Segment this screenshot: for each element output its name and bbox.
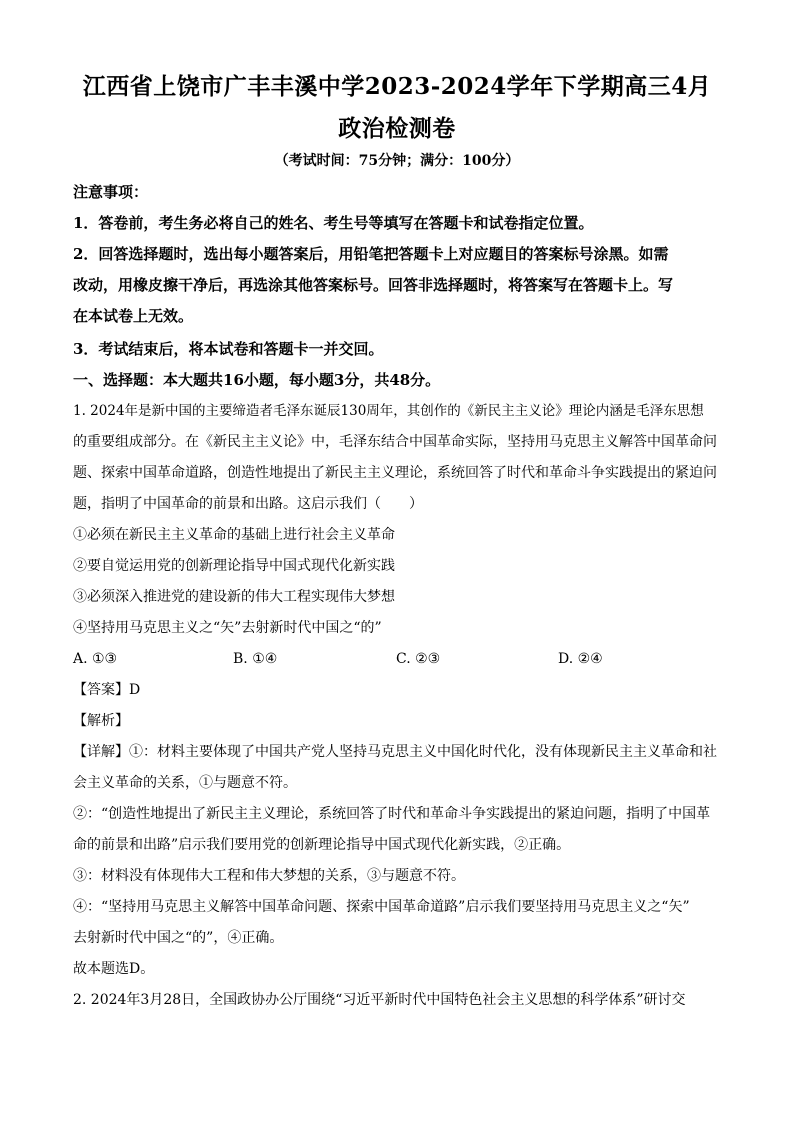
detail-line: ②：“创造性地提出了新民主主义理论，系统回答了时代和革命斗争实践提出的紧迫问题，指明了中国革 [73,806,711,822]
option-d: D. ②④ [558,651,603,667]
option-c: C. ②③ [396,651,441,667]
question-stem-line: 题，指明了中国革命的前景和出路。这启示我们（ ） [73,496,423,512]
answer-label: 【答案】D [73,682,141,698]
question-item: ①必须在新民主主义革命的基础上进行社会主义革命 [73,527,395,543]
question-item: ④坚持用马克思主义之“矢”去射新时代中国之“的” [73,620,382,636]
notice-line: 3．考试结束后，将本试卷和答题卡一并交回。 [73,340,384,358]
question-stem-line: 题、探索中国革命道路，创造性地提出了新民主主义理论，系统回答了时代和革命斗争实践提出的紧迫问 [73,465,717,481]
detail-line: 去射新时代中国之“的”，④正确。 [73,930,284,946]
notice-line: 1．答卷前，考生务必将自己的姓名、考生号等填写在答题卡和试卷指定位置。 [73,214,594,232]
notice-heading: 注意事项： [73,183,149,201]
notice-line: 在本试卷上无效。 [73,307,194,325]
exam-title-line1: 江西省上饶市广丰丰溪中学2023-2024学年下学期高三4月 [82,73,712,100]
option-b: B. ①④ [233,651,278,667]
question-stem-line: 2. 2024年3月28日，全国政协办公厅围绕“习近平新时代中国特色社会主义思想的科学体系”研讨交 [73,992,686,1008]
analysis-label: 【解析】 [73,713,129,729]
detail-line: ④：“坚持用马克思主义解答中国革命问题、探索中国革命道路”启示我们要坚持用马克思主义之“矢” [73,899,690,915]
detail-line: 故本题选D。 [73,961,155,977]
option-a: A. ①③ [73,651,118,667]
notice-line: 改动，用橡皮擦干净后，再选涂其他答案标号。回答非选择题时，将答案写在答题卡上。写 [73,276,674,294]
question-stem-line: 1. 2024年是新中国的主要缔造者毛泽东诞辰130周年，其创作的《新民主主义论》理论内涵是毛泽东思想 [73,403,704,419]
detail-line: 会主义革命的关系，①与题意不符。 [73,775,297,791]
exam-title-line2: 政治检测卷 [338,115,456,142]
question-item: ③必须深入推进党的建设新的伟大工程实现伟大梦想 [73,589,395,605]
question-stem-line: 的重要组成部分。在《新民主主义论》中，毛泽东结合中国革命实际，坚持用马克思主义解答中国革命问 [73,434,717,450]
exam-subtitle: （考试时间：75分钟；满分：100分） [274,153,520,169]
detail-line: ③：材料没有体现伟大工程和伟大梦想的关系，③与题意不符。 [73,868,465,884]
question-item: ②要自觉运用党的创新理论指导中国式现代化新实践 [73,558,395,574]
detail-line: 【详解】①：材料主要体现了中国共产党人坚持马克思主义中国化时代化，没有体现新民主主义革命和社 [73,744,717,760]
detail-line: 命的前景和出路”启示我们要用党的创新理论指导中国式现代化新实践，②正确。 [73,837,571,853]
notice-line: 2．回答选择题时，选出每小题答案后，用铅笔把答题卡上对应题目的答案标号涂黑。如需 [73,245,669,263]
section-heading: 一、选择题：本大题共16小题，每小题3分，共48分。 [73,371,441,389]
